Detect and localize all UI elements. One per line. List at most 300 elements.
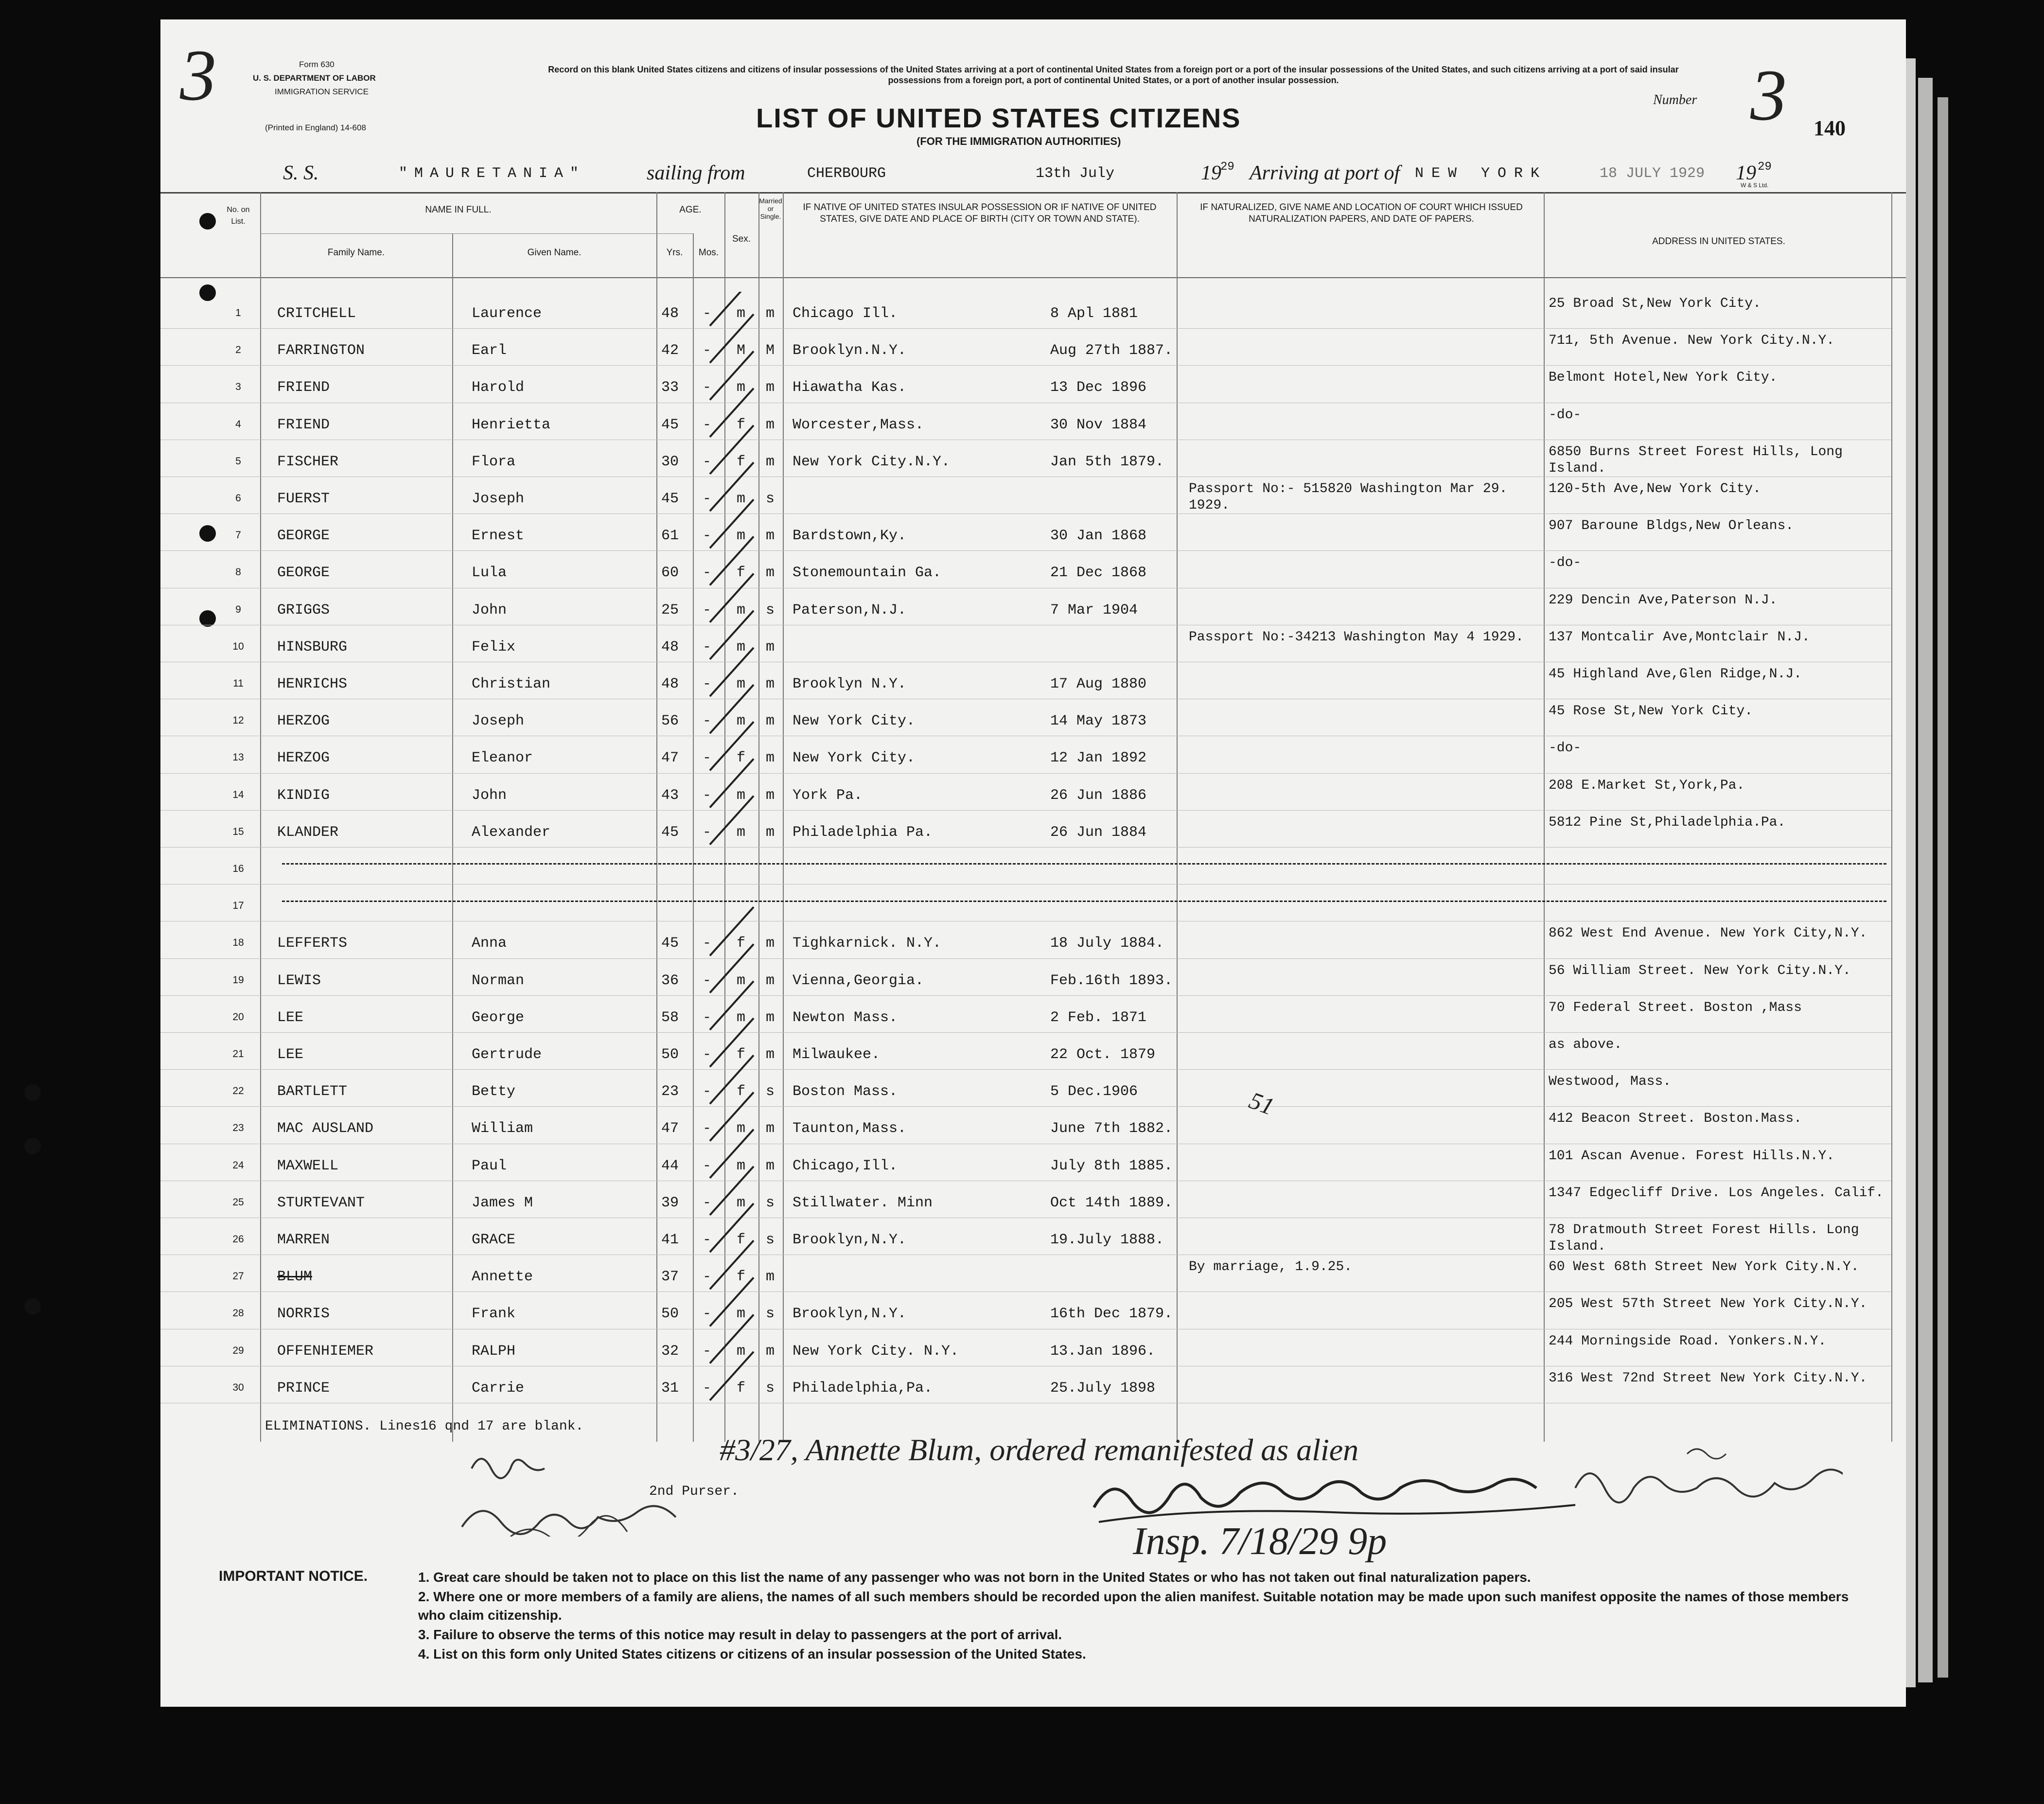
- table-row: [160, 588, 1906, 625]
- cell-no: 3: [235, 381, 241, 393]
- number-value: 3: [1750, 55, 1787, 136]
- cell-sex: f: [737, 1232, 746, 1248]
- cell-given: Harold: [472, 379, 525, 396]
- cell-sex: m: [737, 972, 746, 989]
- col-name-in-full: NAME IN FULL.: [425, 205, 492, 215]
- cell-family: FRIEND: [277, 379, 330, 396]
- cell-sex: m: [737, 676, 746, 692]
- cell-ms: m: [766, 1157, 775, 1174]
- cell-addr: -do-: [1549, 555, 1582, 571]
- cell-ms: m: [766, 972, 775, 989]
- sailing-from-label: sailing from: [647, 162, 745, 184]
- name-header-rule: [260, 233, 693, 234]
- cell-addr: 412 Beacon Street. Boston.Mass.: [1549, 1111, 1802, 1127]
- cell-no: 25: [232, 1196, 244, 1208]
- page-edge-right-2: [1918, 78, 1933, 1682]
- from-port: CHERBOURG: [807, 165, 886, 182]
- cell-ms: m: [766, 787, 775, 804]
- cell-ms: m: [766, 935, 775, 952]
- cell-mos: -: [703, 1157, 712, 1174]
- cell-addr: as above.: [1549, 1037, 1622, 1052]
- cell-no: 6: [235, 493, 241, 504]
- cell-yrs: 30: [661, 453, 679, 470]
- cell-ms: m: [766, 453, 775, 470]
- ship-name: "MAURETANIA": [399, 165, 586, 182]
- notice-item: 3. Failure to observe the terms of this notice may result in delay to passengers at the port of arrival.: [418, 1627, 1062, 1642]
- cell-given: Annette: [472, 1269, 533, 1286]
- cell-date: 16th Dec 1879.: [1050, 1306, 1173, 1323]
- cell-given: Gertrude: [472, 1046, 542, 1063]
- check-tick: [710, 1352, 754, 1400]
- cell-place: Bardstown,Ky.: [793, 528, 907, 545]
- cell-ms: m: [766, 676, 775, 692]
- cell-place: Chicago Ill.: [793, 305, 898, 322]
- cell-mos: -: [703, 565, 712, 582]
- cell-no: 4: [235, 418, 241, 430]
- cell-sex: m: [737, 638, 746, 655]
- cell-yrs: 41: [661, 1232, 679, 1248]
- cell-date: 5 Dec.1906: [1050, 1083, 1138, 1100]
- cell-no: 16: [232, 863, 244, 874]
- cell-mos: -: [703, 1009, 712, 1026]
- cell-addr: 45 Rose St,New York City.: [1549, 704, 1753, 719]
- cell-ms: s: [766, 1194, 775, 1211]
- cell-family: KINDIG: [277, 787, 330, 804]
- check-tick: [710, 499, 754, 548]
- check-tick: [710, 796, 754, 845]
- cell-family: GRIGGS: [277, 601, 330, 619]
- cell-date: 8 Apl 1881: [1050, 305, 1138, 322]
- sailing-year: 29: [1220, 160, 1234, 174]
- check-tick: [710, 1277, 754, 1326]
- check-tick: [710, 1055, 754, 1104]
- table-row: [160, 996, 1906, 1033]
- cell-sex: f: [737, 416, 746, 433]
- cell-ms: m: [766, 416, 775, 433]
- check-tick: [710, 685, 754, 733]
- cell-family: MAC AUSLAND: [277, 1120, 374, 1137]
- cell-given: Lula: [472, 565, 507, 582]
- cell-given: Betty: [472, 1083, 516, 1100]
- cell-ms: s: [766, 1083, 775, 1100]
- cell-no: 8: [235, 566, 241, 578]
- cell-sex: f: [737, 565, 746, 582]
- cell-ms: m: [766, 1009, 775, 1026]
- cell-place: Brooklyn N.Y.: [793, 676, 907, 692]
- check-tick: [710, 314, 754, 363]
- cell-given: John: [472, 601, 507, 619]
- cell-no: 10: [232, 640, 244, 652]
- cell-place: Milwaukee.: [793, 1046, 881, 1063]
- check-tick: [710, 425, 754, 474]
- cell-family: CRITCHELL: [277, 305, 356, 322]
- cell-yrs: 50: [661, 1306, 679, 1323]
- cell-mos: -: [703, 638, 712, 655]
- table-row: [160, 662, 1906, 699]
- cell-mos: -: [703, 713, 712, 730]
- cell-ms: s: [766, 1232, 775, 1248]
- check-tick: [710, 1092, 754, 1141]
- cell-family: HENRICHS: [277, 676, 348, 692]
- cell-no: 26: [232, 1234, 244, 1245]
- cell-place: Tighkarnick. N.Y.: [793, 935, 942, 952]
- cell-mos: -: [703, 972, 712, 989]
- cell-no: 29: [232, 1344, 244, 1356]
- table-row: [160, 1070, 1906, 1107]
- handwritten-list-number: 3: [180, 35, 216, 116]
- page-number: 140: [1814, 116, 1846, 140]
- table-row: [160, 477, 1906, 514]
- col-yrs: Yrs.: [666, 248, 683, 258]
- notice-item: 1. Great care should be taken not to place on this list the name of any passenger who was not born in the United States or who has not taken out final naturalization papers.: [418, 1570, 1531, 1585]
- cell-sex: m: [737, 491, 746, 507]
- cell-date: 30 Jan 1868: [1050, 528, 1147, 545]
- binder-hole: [199, 213, 216, 230]
- cell-mos: -: [703, 1306, 712, 1323]
- cell-no: 22: [232, 1085, 244, 1097]
- cell-given: Frank: [472, 1306, 516, 1323]
- cell-yrs: 42: [661, 342, 679, 359]
- check-tick: [710, 1018, 754, 1067]
- cell-given: Laurence: [472, 305, 542, 322]
- cell-given: Ernest: [472, 528, 525, 545]
- check-tick: [710, 907, 754, 955]
- notice-list: [418, 1568, 1877, 1664]
- cell-yrs: 23: [661, 1083, 679, 1100]
- cell-mos: -: [703, 1120, 712, 1137]
- cell-nat: Passport No:-34213 Washington May 4 1929.: [1189, 629, 1524, 645]
- cell-mos: -: [703, 453, 712, 470]
- cell-sex: m: [737, 601, 746, 619]
- check-tick: [710, 1167, 754, 1215]
- table-row: [160, 699, 1906, 736]
- cell-yrs: 33: [661, 379, 679, 396]
- cell-yrs: 45: [661, 824, 679, 841]
- cell-mos: -: [703, 416, 712, 433]
- cell-sex: f: [737, 1380, 746, 1397]
- cell-no: 9: [235, 603, 241, 615]
- cell-ms: m: [766, 1269, 775, 1286]
- cell-date: 22 Oct. 1879: [1050, 1046, 1156, 1063]
- cell-ms: s: [766, 1380, 775, 1397]
- cell-yrs: 61: [661, 528, 679, 545]
- check-tick: [710, 1240, 754, 1289]
- cell-yrs: 47: [661, 1120, 679, 1137]
- check-tick: [710, 536, 754, 585]
- cell-given: William: [472, 1120, 533, 1137]
- cell-addr: Belmont Hotel,New York City.: [1549, 370, 1778, 386]
- table-row: [160, 848, 1906, 884]
- cell-family: LEWIS: [277, 972, 321, 989]
- cell-ms: M: [766, 342, 775, 359]
- form-number: Form 630: [299, 60, 335, 69]
- cell-sex: f: [737, 1269, 746, 1286]
- cell-date: 25.July 1898: [1050, 1380, 1156, 1397]
- cell-mos: -: [703, 935, 712, 952]
- cell-addr: -do-: [1549, 407, 1582, 423]
- cell-family: KLANDER: [277, 824, 339, 841]
- cell-yrs: 32: [661, 1343, 679, 1360]
- notice-item: 4. List on this form only United States citizens or citizens of an insular possession of the United States.: [418, 1646, 1086, 1662]
- cell-sex: m: [737, 528, 746, 545]
- cell-sex: f: [737, 453, 746, 470]
- cell-place: Brooklyn.N.Y.: [793, 342, 907, 359]
- cell-sex: m: [737, 1194, 746, 1211]
- cell-addr: 56 William Street. New York City.N.Y.: [1549, 963, 1851, 978]
- cell-ms: s: [766, 491, 775, 507]
- cell-date: Aug 27th 1887.: [1050, 342, 1173, 359]
- cell-given: James M: [472, 1194, 533, 1211]
- cell-given: Carrie: [472, 1380, 525, 1397]
- cell-yrs: 48: [661, 638, 679, 655]
- cell-family: LEE: [277, 1009, 304, 1026]
- cell-given: Joseph: [472, 713, 525, 730]
- cell-ms: s: [766, 601, 775, 619]
- cell-mos: -: [703, 601, 712, 619]
- cell-family: NORRIS: [277, 1306, 330, 1323]
- cell-mos: -: [703, 676, 712, 692]
- cell-addr: 5812 Pine St,Philadelphia.Pa.: [1549, 814, 1786, 830]
- cell-addr: 907 Baroune Bldgs,New Orleans.: [1549, 518, 1794, 534]
- cell-yrs: 58: [661, 1009, 679, 1026]
- cell-sex: f: [737, 750, 746, 767]
- cell-no: 7: [235, 530, 241, 541]
- col-given-name: Given Name.: [527, 248, 581, 258]
- cell-mos: -: [703, 491, 712, 507]
- check-tick: [710, 462, 754, 511]
- cell-yrs: 44: [661, 1157, 679, 1174]
- cell-ms: m: [766, 305, 775, 322]
- cell-yrs: 36: [661, 972, 679, 989]
- col-address: ADDRESS IN UNITED STATES.: [1652, 236, 1785, 247]
- cell-yrs: 48: [661, 305, 679, 322]
- cell-mos: -: [703, 787, 712, 804]
- blank-line-16: [282, 863, 1886, 865]
- cell-no: 13: [232, 752, 244, 763]
- cell-place: Philadelphia,Pa.: [793, 1380, 933, 1397]
- cell-addr: 45 Highland Ave,Glen Ridge,N.J.: [1549, 667, 1802, 682]
- cell-given: Flora: [472, 453, 516, 470]
- cell-date: June 7th 1882.: [1050, 1120, 1173, 1137]
- cell-date: 7 Mar 1904: [1050, 601, 1138, 619]
- cell-date: 26 Jun 1884: [1050, 824, 1147, 841]
- cell-mos: -: [703, 1046, 712, 1063]
- cell-date: 19.July 1888.: [1050, 1232, 1164, 1248]
- cell-place: Hiawatha Kas.: [793, 379, 907, 396]
- department: U. S. DEPARTMENT OF LABOR: [253, 73, 376, 83]
- cell-mos: -: [703, 1194, 712, 1211]
- binder-hole: [24, 1084, 41, 1101]
- side-mark: 51: [1245, 1086, 1278, 1120]
- cell-sex: f: [737, 935, 746, 952]
- cell-given: Paul: [472, 1157, 507, 1174]
- notice-item: 2. Where one or more members of a family are aliens, the names of all such members should be recorded upon the alien manifest. Suitable notation may be made upon such manifest opposite the names of those members who claim citizenship.: [418, 1589, 1849, 1623]
- check-tick: [710, 1130, 754, 1178]
- table-row: [160, 1255, 1906, 1292]
- cell-no: 17: [232, 900, 244, 912]
- binder-hole: [24, 1298, 41, 1315]
- purser-label: 2nd Purser.: [649, 1484, 739, 1499]
- cell-mos: -: [703, 1380, 712, 1397]
- cell-place: New York City.: [793, 713, 916, 730]
- table-row: [160, 774, 1906, 811]
- cell-family: OFFENHIEMER: [277, 1343, 374, 1360]
- table-row: [160, 440, 1906, 477]
- col-family-name: Family Name.: [327, 248, 385, 258]
- arrival-year-label: 19: [1736, 162, 1756, 184]
- cell-sex: m: [737, 1306, 746, 1323]
- cell-place: New York City. N.Y.: [793, 1343, 959, 1360]
- cell-yrs: 56: [661, 713, 679, 730]
- cell-family: FARRINGTON: [277, 342, 365, 359]
- cell-addr: 25 Broad St,New York City.: [1549, 296, 1761, 311]
- cell-given: Christian: [472, 676, 551, 692]
- cell-yrs: 45: [661, 491, 679, 507]
- table-row: [160, 514, 1906, 551]
- arrival-year: 29: [1758, 160, 1772, 174]
- cell-date: 21 Dec 1868: [1050, 565, 1147, 582]
- cell-date: 14 May 1873: [1050, 713, 1147, 730]
- cell-addr: 70 Federal Street. Boston ,Mass: [1549, 1000, 1802, 1015]
- cell-addr: 316 West 72nd Street New York City.N.Y.: [1549, 1370, 1868, 1386]
- cell-no: 12: [232, 715, 244, 726]
- col-no: No. on List.: [227, 206, 250, 226]
- cell-no: 18: [232, 937, 244, 949]
- cell-ms: m: [766, 565, 775, 582]
- cell-mos: -: [703, 750, 712, 767]
- cell-date: 2 Feb. 1871: [1050, 1009, 1147, 1026]
- cell-given: John: [472, 787, 507, 804]
- cell-no: 15: [232, 826, 244, 837]
- cell-date: 30 Nov 1884: [1050, 416, 1147, 433]
- manifest-sheet: [160, 19, 1906, 1707]
- cell-addr: 205 West 57th Street New York City.N.Y.: [1549, 1296, 1868, 1312]
- cell-given: Eleanor: [472, 750, 533, 767]
- table-row: [160, 1144, 1906, 1181]
- cell-yrs: 31: [661, 1380, 679, 1397]
- cell-date: 12 Jan 1892: [1050, 750, 1147, 767]
- cell-mos: -: [703, 1083, 712, 1100]
- cell-addr: 120-5th Ave,New York City.: [1549, 481, 1761, 496]
- cell-family: HINSBURG: [277, 638, 348, 655]
- cell-addr: 60 West 68th Street New York City.N.Y.: [1549, 1259, 1859, 1275]
- cell-addr: 101 Ascan Avenue. Forest Hills.N.Y.: [1549, 1148, 1835, 1164]
- cell-family: GEORGE: [277, 528, 330, 545]
- cell-date: Feb.16th 1893.: [1050, 972, 1173, 989]
- cell-place: New York City.N.Y.: [793, 453, 951, 470]
- cell-addr: 208 E.Market St,York,Pa.: [1549, 778, 1745, 793]
- cell-addr: 6850 Burns Street Forest Hills, Long Island.: [1549, 444, 1843, 476]
- cell-sex: m: [737, 787, 746, 804]
- cell-nat: By marriage, 1.9.25.: [1189, 1259, 1353, 1275]
- table-row: [160, 1218, 1906, 1255]
- cell-ms: m: [766, 713, 775, 730]
- table-row: [160, 329, 1906, 366]
- cell-yrs: 50: [661, 1046, 679, 1063]
- table-top-rule: [160, 192, 1906, 194]
- cell-given: Felix: [472, 638, 516, 655]
- cell-sex: m: [737, 1343, 746, 1360]
- check-tick: [710, 389, 754, 437]
- table-row: [160, 625, 1906, 662]
- cell-no: 21: [232, 1048, 244, 1060]
- arrival-port: NEW YORK: [1415, 165, 1548, 182]
- cell-place: Newton Mass.: [793, 1009, 898, 1026]
- col-mos: Mos.: [698, 248, 719, 258]
- table-row: [160, 403, 1906, 440]
- table-row: [160, 366, 1906, 403]
- cell-family: GEORGE: [277, 565, 330, 582]
- cell-sex: m: [737, 305, 746, 322]
- cell-place: Chicago,Ill.: [793, 1157, 898, 1174]
- check-tick: [710, 351, 754, 400]
- cell-yrs: 39: [661, 1194, 679, 1211]
- service: IMMIGRATION SERVICE: [275, 87, 369, 96]
- cell-nat: Passport No:- 515820 Washington Mar 29. 1929.: [1189, 481, 1508, 513]
- inspector-note: Insp. 7/18/29 9p: [1133, 1520, 1387, 1563]
- inspector-signature-right: [1570, 1444, 1843, 1512]
- check-tick: [710, 611, 754, 659]
- cell-date: 17 Aug 1880: [1050, 676, 1147, 692]
- cell-sex: m: [737, 379, 746, 396]
- cell-no: 20: [232, 1011, 244, 1023]
- cell-ms: m: [766, 379, 775, 396]
- cell-sex: f: [737, 1083, 746, 1100]
- cell-sex: M: [737, 342, 746, 359]
- table-row: [160, 884, 1906, 921]
- cell-sex: m: [737, 1009, 746, 1026]
- cell-given: Joseph: [472, 491, 525, 507]
- cell-ms: s: [766, 1306, 775, 1323]
- cell-no: 11: [233, 678, 244, 689]
- cell-family: BARTLETT: [277, 1083, 348, 1100]
- cell-no: 19: [232, 974, 244, 986]
- arriving-label: Arriving at port of: [1250, 162, 1400, 184]
- cell-place: Stonemountain Ga.: [793, 565, 942, 582]
- cell-mos: -: [703, 342, 712, 359]
- cell-no: 14: [232, 789, 244, 800]
- eliminations: ELIMINATIONS. Lines16 qnd 17 are blank.: [265, 1419, 584, 1434]
- ss-label: S. S.: [283, 162, 319, 184]
- cell-ms: m: [766, 1120, 775, 1137]
- col-birth: IF NATIVE OF UNITED STATES INSULAR POSSESSION OR IF NATIVE OF UNITED STATES, GIVE DATE AND PLACE OF BIRTH (CITY OR TOWN AND STATE).: [803, 202, 1157, 224]
- printed-note: (Printed in England) 14-608: [265, 123, 366, 132]
- cell-addr: 1347 Edgecliff Drive. Los Angeles. Calif.: [1549, 1185, 1884, 1201]
- table-row: [160, 1107, 1906, 1144]
- table-row: [160, 1366, 1906, 1403]
- cell-no: 27: [232, 1271, 244, 1282]
- cell-addr: -do-: [1549, 741, 1582, 756]
- cell-mos: -: [703, 305, 712, 322]
- cell-family: MAXWELL: [277, 1157, 339, 1174]
- cell-mos: -: [703, 824, 712, 841]
- table-row: [160, 551, 1906, 588]
- check-tick: [710, 648, 754, 696]
- cell-family: MARREN: [277, 1232, 330, 1248]
- blank-line-17: [282, 901, 1886, 902]
- cell-place: Paterson,N.J.: [793, 601, 907, 619]
- table-row: [160, 1033, 1906, 1070]
- cell-date: Oct 14th 1889.: [1050, 1194, 1173, 1211]
- cell-given: RALPH: [472, 1343, 516, 1360]
- cell-sex: m: [737, 1157, 746, 1174]
- cell-place: Brooklyn,N.Y.: [793, 1232, 907, 1248]
- cell-yrs: 60: [661, 565, 679, 582]
- cell-sex: m: [737, 824, 746, 841]
- page-title: LIST OF UNITED STATES CITIZENS: [756, 103, 1241, 133]
- table-row: [160, 1292, 1906, 1329]
- cell-no: 5: [235, 455, 241, 467]
